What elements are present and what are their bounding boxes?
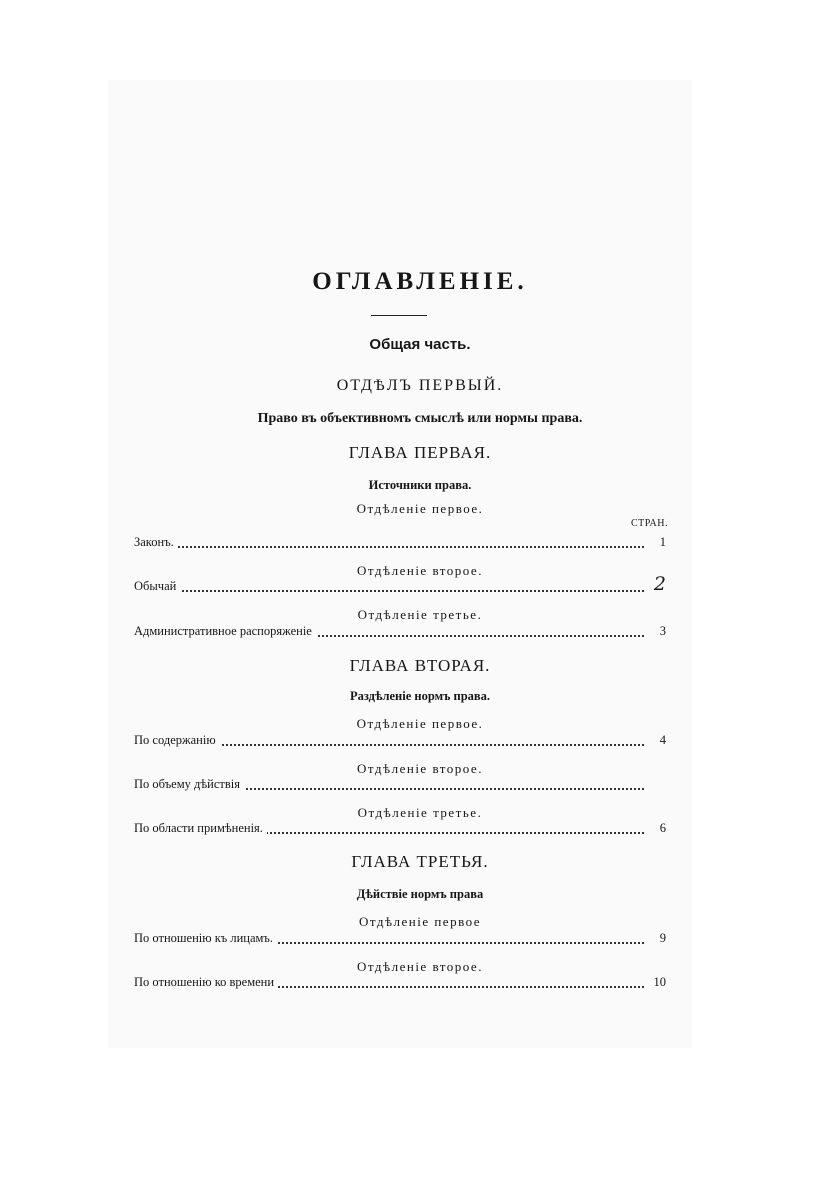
subsection-heading: Отдѣленіе второе. xyxy=(357,563,483,578)
toc-entry-label: По области примѣненія. xyxy=(134,821,267,836)
chapter-topic: Дѣйствіе нормъ права xyxy=(356,887,484,901)
page-title: ОГЛАВЛЕНІЕ. xyxy=(312,268,528,295)
subsection-heading: Отдѣленіе третье. xyxy=(357,607,483,622)
toc-entry-label: По содержанію xyxy=(134,733,220,748)
subsection-heading: Отдѣленіе второе. xyxy=(357,959,483,974)
toc-entry[interactable] xyxy=(134,777,666,793)
title-rule xyxy=(371,315,427,316)
toc-entry-label: По отношенію къ лицамъ. xyxy=(134,931,277,946)
toc-entry-label: По отношенію ко времени xyxy=(134,975,278,990)
chapter-heading: ГЛАВА ВТОРАЯ. xyxy=(349,656,491,675)
subsection-heading: Отдѣленіе первое. xyxy=(356,501,484,516)
toc-entry-page: 4 xyxy=(656,733,666,748)
chapter-heading: ГЛАВА ПЕРВАЯ. xyxy=(348,443,492,462)
toc-entry[interactable] xyxy=(134,624,666,640)
toc-entry-page: 3 xyxy=(656,624,666,639)
toc-entry[interactable] xyxy=(134,573,666,595)
toc-entry-label: По объему дѣйствія xyxy=(134,777,244,792)
subsection-heading: Отдѣленіе первое xyxy=(358,914,482,929)
toc-entry-label: Административное распоряженіе xyxy=(134,624,316,639)
toc-entry-page: 9 xyxy=(656,931,666,946)
toc-entry-page: 2 xyxy=(650,573,666,595)
toc-entry[interactable] xyxy=(134,535,666,551)
toc-entry[interactable] xyxy=(134,975,666,991)
toc-entry-page: 10 xyxy=(650,975,667,990)
toc-entry[interactable] xyxy=(134,733,666,749)
toc-entry[interactable] xyxy=(134,821,666,837)
chapter-heading: ГЛАВА ТРЕТЬЯ. xyxy=(351,852,489,871)
page-column-header: СТРАН. xyxy=(630,518,668,529)
toc-entry[interactable] xyxy=(134,931,666,947)
toc-entry-label: Обычай xyxy=(134,579,180,594)
subsection-heading: Отдѣленіе первое. xyxy=(356,716,484,731)
subsection-heading: Отдѣленіе третье. xyxy=(357,805,483,820)
section-heading: ОТДѢЛЪ ПЕРВЫЙ. xyxy=(336,377,504,394)
part-heading: Общая часть. xyxy=(369,336,471,353)
chapter-topic: Раздѣленіе нормъ права. xyxy=(349,689,491,703)
chapter-topic: Источники права. xyxy=(368,478,472,492)
dot-leader xyxy=(134,590,644,592)
dot-leader xyxy=(134,546,644,548)
section-subtitle: Право въ объективномъ смыслѣ или нормы права. xyxy=(257,411,583,426)
toc-entry-label: Законъ. xyxy=(134,535,178,550)
toc-entry-page: 1 xyxy=(656,535,666,550)
toc-entry-page: 6 xyxy=(656,821,666,836)
subsection-heading: Отдѣленіе второе. xyxy=(357,761,483,776)
